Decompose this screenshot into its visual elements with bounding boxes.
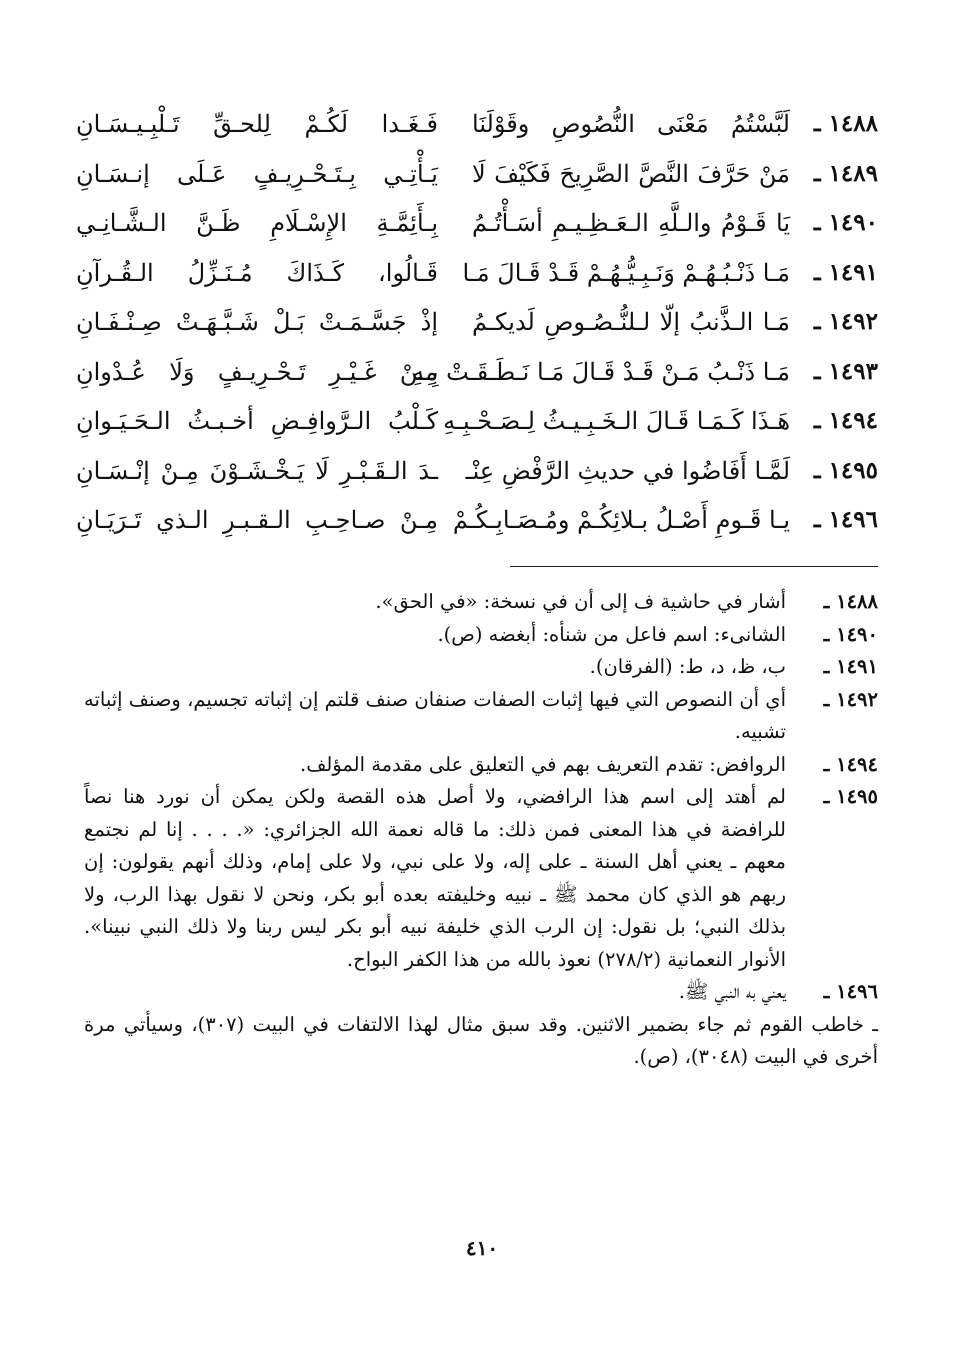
verse-number: ١٤٨٨ ـ: [813, 110, 878, 137]
verse-line: [78, 100, 878, 150]
verse-line: [78, 496, 878, 546]
footnote-separator: [510, 566, 878, 567]
verse-line: [78, 249, 878, 299]
footnote-number: ١٤٩١ ـ: [823, 655, 878, 678]
verse-line: [78, 298, 878, 348]
footnote-text: ـ خاطب القوم ثم جاء بضمير الاثنين. وقد سبق مثال لهذا الالتفات في البيت (٣٠٧)، وسيأتي مرة أخرى في البيت (٣٠٤٨)، (ص).: [84, 1012, 878, 1068]
footnote-text: ب، ظ، د، ط: (الفرقان).: [589, 655, 786, 678]
verse-second-hemistich: ـدَ الـقَـبْـرِ لَا يَـخْـشَـوْنَ مِـنْ إنْـسَـانِ: [76, 456, 438, 485]
footnote-continuation: [84, 1009, 878, 1074]
verse-line: [78, 199, 878, 249]
verse-line: [78, 150, 878, 200]
verse-number: ١٤٩٦ ـ: [813, 506, 878, 533]
verse-first-hemistich: يَا قَـوْمُ والـلَّهِ الـعَـظِـيـمِ أسَـأْتُـمُ: [472, 209, 790, 237]
verse-first-hemistich: مَـا ذَنْـبُـهُـمْ وَنَـبِـيُّـهُـمْ قَـدْ قَـالَ مَـا: [462, 258, 790, 287]
verse-first-hemistich: مَـا ذَنْـبُ مَـنْ قَـدْ قَـالَ مَـا نَـطَـقَـتْ بِـهِ: [411, 357, 790, 386]
footnotes: [84, 586, 878, 1074]
footnote-number: ١٤٩٤ ـ: [823, 752, 878, 776]
footnote: [84, 619, 878, 652]
verse-second-hemistich: بِـأَئِمَّـةِ الإِسْـلَامِ ظَـنَّ الـشَّـانِـي: [76, 209, 438, 237]
footnote-number: ١٤٩٢ ـ: [823, 687, 878, 711]
verse-number: ١٤٩٢ ـ: [813, 308, 878, 335]
verse-number: ١٤٩١ ـ: [813, 258, 878, 286]
footnote: [84, 976, 878, 1009]
footnote-text: أشار في حاشية ف إلى أن في نسخة: «في الحق».: [375, 590, 786, 613]
verse-first-hemistich: مَنْ حَرَّفَ النَّصَّ الصَّرِيحَ فَكَيْفَ لَا: [472, 159, 790, 188]
footnote-number: ١٤٨٨ ـ: [823, 590, 878, 613]
footnote-number: ١٤٩٦ ـ: [823, 980, 878, 1003]
verse-line: [78, 447, 878, 497]
verse-second-hemistich: قَـالُوا، كَـذَاكَ مُـنَـزِّلُ الـقُـرآنِ: [76, 258, 438, 287]
poem-verses: [78, 100, 878, 546]
footnote: [84, 781, 878, 976]
footnote-text: لم أهتد إلى اسم هذا الرافضي، ولا أصل هذه القصة ولكن يمكن أن نورد هنا نصاً للرافضة في هذا المعنى فمن ذلك: ما قاله نعمة الله الجزائري: «. . . . إنا لم نجتمع معهم ـ يعني أهل السنة ـ على إله، ولا على نبي، ولا على إمام، وذلك أنهم يقولون: إن ربهم هو الذي كان محمد ﷺ ـ نبيه وخليفته بعده أبو بكر، ونحن لا نقول بهذا الرب، ولا بذلك النبي؛ بل نقول: إن الرب الذي خليفة نبيه أبو بكر ليس ربنا ولا ذلك النبي نبينا». الأنوار النعمانية (٢٧٨/٢) نعوذ بالله من هذا الكفر البواح.: [84, 785, 786, 971]
verse-first-hemistich: لَبَّسْتُمُ مَعْنَى النُّصُوصِ وقَوْلَنَا: [472, 110, 790, 138]
verse-second-hemistich: إذْ جَسَّـمَـتْ بَـلْ شَـبَّـهَـتْ صِـنْـفَـانِ: [76, 308, 438, 336]
verse-line: [78, 397, 878, 447]
verse-second-hemistich: فَـغَـدا لَكُـمْ لِلحـقِّ تَـلْبِـيـسَـانِ: [76, 110, 438, 138]
footnote-text: أي أن النصوص التي فيها إثبات الصفات صنفان صنف قلتم إن إثباته تجسيم، وصنف إثباته تشبيه.: [84, 687, 786, 743]
verse-number: ١٤٩٥ ـ: [813, 456, 878, 484]
verse-second-hemistich: يَـأْتِـي بِـتَـحْـرِيـفٍ عَـلَى إنـسَـانِ: [76, 159, 438, 188]
footnote-text: الشانىء: اسم فاعل من شنأه: أبغضه (ص).: [437, 622, 786, 646]
verse-number: ١٤٨٩ ـ: [813, 159, 878, 187]
verse-first-hemistich: هَـذَا كَـمَـا قَـالَ الـخَـبِـيـثُ لِـصَـحْـبِـهِ: [443, 407, 790, 435]
footnote-text: يعني به النبي ﷺ.: [678, 980, 786, 1003]
footnote-number: ١٤٩٥ ـ: [823, 785, 878, 808]
verse-number: ١٤٩٤ ـ: [813, 407, 878, 434]
verse-first-hemistich: مَـا الـذَّنبُ إلّا لـلنُّـصُـوصِ لَديكـمُ: [472, 308, 790, 336]
verse-first-hemistich: لَمَّـا أَفَاضُوا في حديثِ الرَّفْضِ عِنْـ: [465, 456, 790, 485]
verse-number: ١٤٩٣ ـ: [813, 357, 878, 385]
footnote: [84, 586, 878, 619]
footnote-text: الروافض: تقدم التعريف بهم في التعليق على مقدمة المؤلف.: [300, 752, 786, 776]
footnote: [84, 651, 878, 684]
verse-second-hemistich: مِـنْ غَـيْـرِ تَـحْـرِيـفٍ وَلَا عُـدْوانِ: [76, 357, 438, 386]
verse-line: [78, 348, 878, 398]
verse-second-hemistich: كَـلْبُ الـرَّوافِـضِ أخـبـثُ الـحَـيَـوانِ: [76, 407, 438, 435]
verse-second-hemistich: مِـنْ صـاحِـبِ الـقـبـرِ الـذي تَـرَيَـانِ: [76, 506, 438, 534]
footnote-number: ١٤٩٠ ـ: [823, 622, 878, 646]
verse-first-hemistich: يـا قَـومِ أَصْـلُ بـلائِكُـمْ ومُـصَـابِـكُـمْ: [452, 506, 790, 534]
footnote: [84, 684, 878, 749]
footnote: [84, 749, 878, 782]
page-number: ٤١٠: [465, 1236, 499, 1260]
verse-number: ١٤٩٠ ـ: [813, 209, 878, 236]
